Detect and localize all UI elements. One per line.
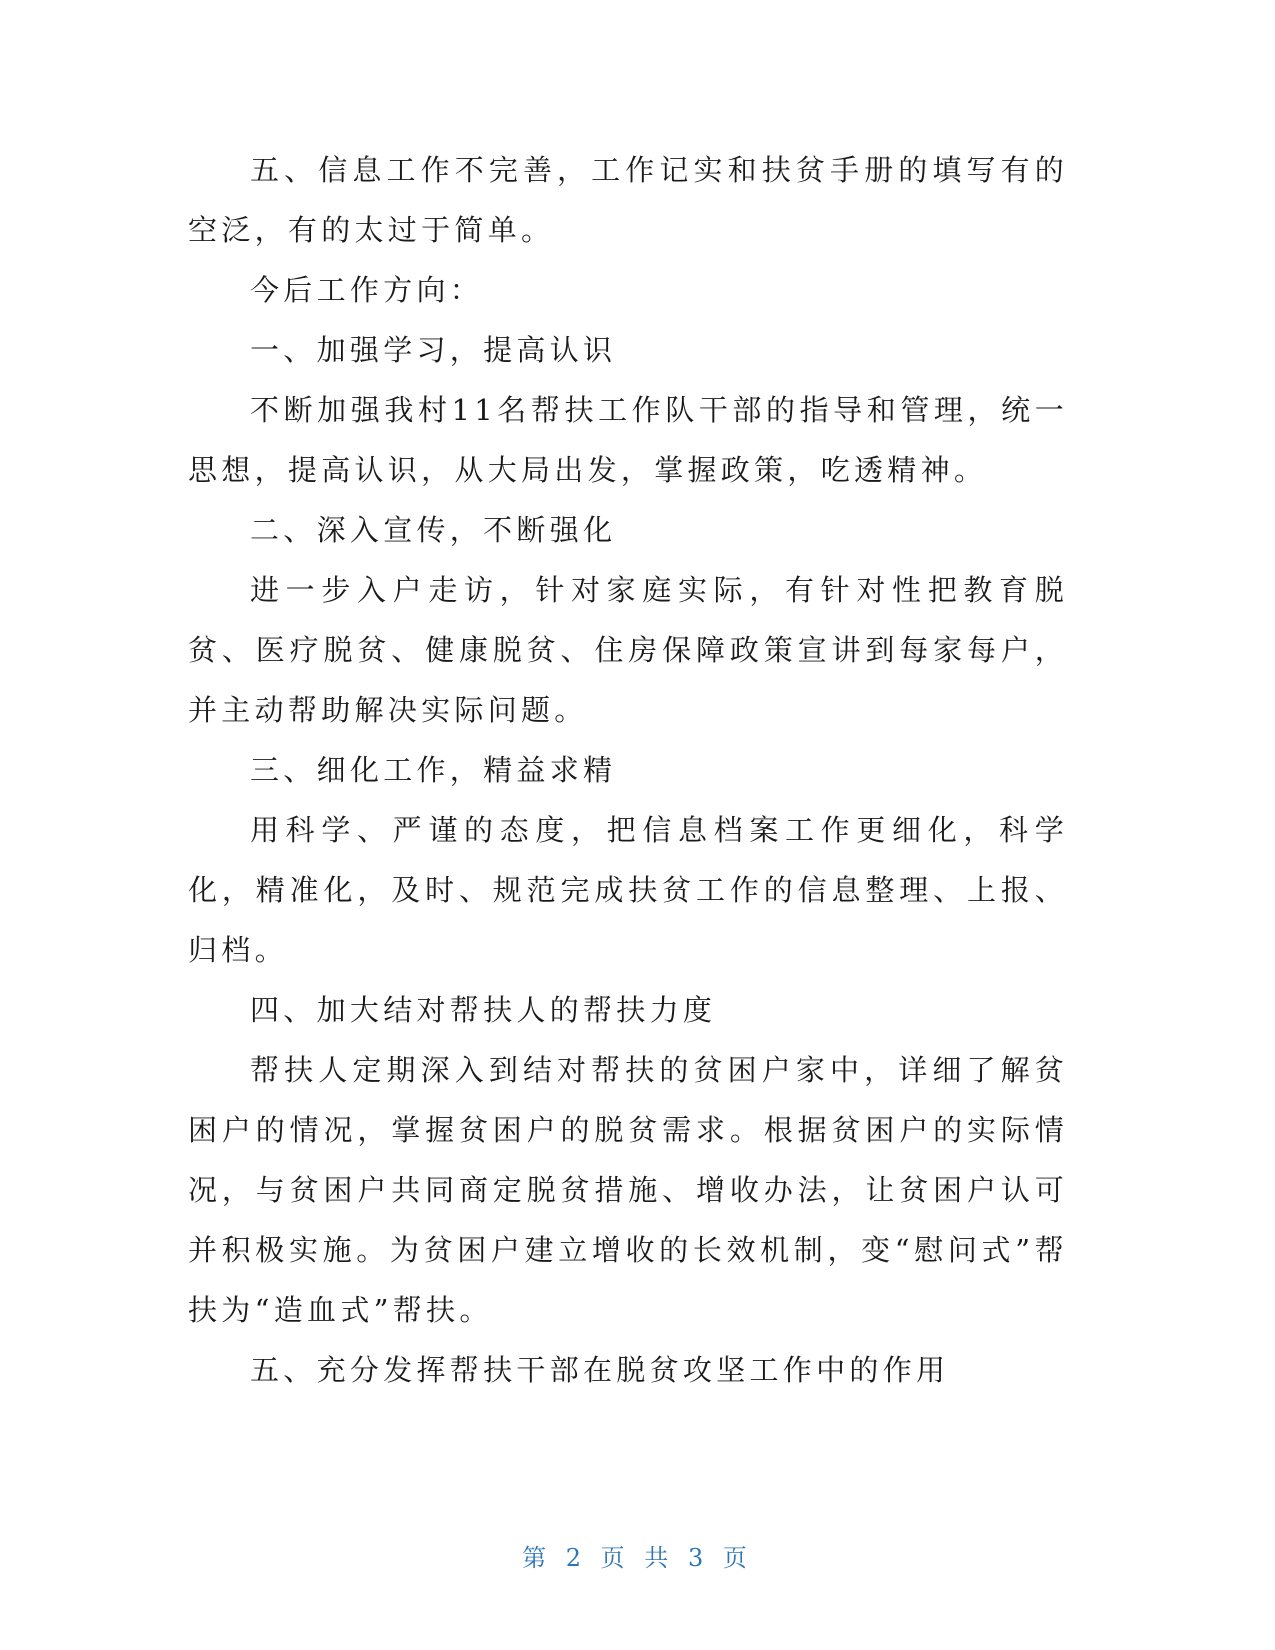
- heading-section-1: 一、加强学习，提高认识: [250, 333, 617, 367]
- heading-section-3: 三、细化工作，精益求精: [250, 753, 617, 787]
- paragraph-section-1: 不断加强我村11名帮扶工作队干部的指导和管理，统一思想，提高认识，从大局出发，掌握政策，吃透精神。: [188, 393, 1068, 487]
- paragraph-issue-5: 五、信息工作不完善，工作记实和扶贫手册的填写有的空泛，有的太过于简单。: [188, 153, 1068, 247]
- heading-future-direction: 今后工作方向：: [250, 273, 484, 307]
- heading-section-4: 四、加大结对帮扶人的帮扶力度: [250, 993, 717, 1027]
- page-number-footer: 第 2 页 共 3 页: [522, 1544, 753, 1572]
- heading-section-5: 五、充分发挥帮扶干部在脱贫攻坚工作中的作用: [250, 1353, 950, 1387]
- heading-section-2: 二、深入宣传，不断强化: [250, 513, 617, 547]
- paragraph-section-2: 进一步入户走访，针对家庭实际，有针对性把教育脱贫、医疗脱贫、健康脱贫、住房保障政策宣讲到每家每户，并主动帮助解决实际问题。: [188, 573, 1068, 727]
- document-body: [188, 140, 1068, 1400]
- paragraph-section-3: 用科学、严谨的态度，把信息档案工作更细化，科学化，精准化，及时、规范完成扶贫工作的信息整理、上报、归档。: [188, 813, 1068, 967]
- paragraph-section-4: 帮扶人定期深入到结对帮扶的贫困户家中，详细了解贫困户的情况，掌握贫困户的脱贫需求。根据贫困户的实际情况，与贫困户共同商定脱贫措施、增收办法，让贫困户认可并积极实施。为贫困户建立增收的长效机制，变“慰问式”帮扶为“造血式”帮扶。: [188, 1053, 1068, 1327]
